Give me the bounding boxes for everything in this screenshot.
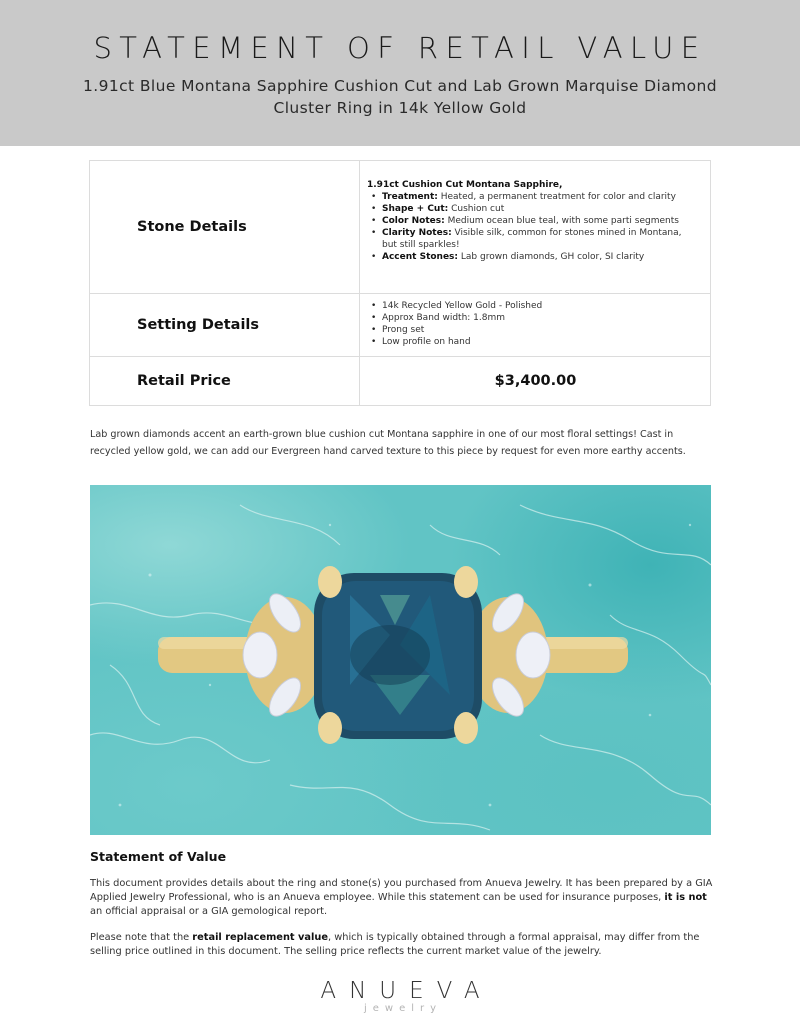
logo-wordmark: ANUEVA (320, 978, 493, 1004)
header-banner (0, 0, 800, 146)
list-item (367, 203, 710, 215)
setting-details-value-cell (361, 294, 710, 356)
item-value: Heated, a permanent treatment for color and clarity (437, 192, 676, 202)
text-span: , which is typically obtained through a formal appraisal, may differ from the selling price outlined in this document. The selling price reflects the current market value of the jewelry. (90, 932, 700, 957)
setting-details-list (367, 300, 710, 348)
retail-price-label: Retail Price (137, 373, 231, 389)
item-key: Shape + Cut: (382, 204, 449, 214)
brand-logo (0, 979, 800, 1015)
stone-details-value-cell (361, 161, 710, 293)
list-item: • 14k Recycled Yellow Gold - Polished (367, 300, 710, 312)
stone-heading: 1.91ct Cushion Cut Montana Sapphire, (367, 180, 563, 190)
list-item (367, 227, 710, 251)
emphasis-text: retail replacement value (192, 932, 328, 943)
emphasis-text: it is not (664, 892, 707, 903)
product-subtitle: 1.91ct Blue Montana Sapphire Cushion Cut and Lab Grown Marquise Diamond Cluster Ring in 14k Yellow Gold (83, 77, 717, 117)
text-span: This document provides details about the ring and stone(s) you purchased from Anueva Jewelry. It has been prepared by a GIA Applied Jewelry Professional, who is an Anueva employee. While this statement can be used for insurance purposes, (90, 878, 713, 903)
retail-price-row (90, 357, 710, 405)
statement-paragraph-2 (90, 931, 715, 959)
stone-details-row (90, 161, 710, 294)
ring-photo (90, 485, 711, 835)
setting-details-label-cell (90, 294, 360, 356)
list-item: • Approx Band width: 1.8mm (367, 312, 710, 324)
details-table (89, 160, 711, 406)
item-key: Color Notes: (382, 216, 445, 226)
list-item: • Low profile on hand (367, 336, 710, 348)
list-item (367, 251, 710, 263)
retail-price-value: $3,400.00 (494, 373, 577, 389)
text-span: an official appraisal or a GIA gemological report. (90, 906, 328, 917)
ring-illustration (90, 485, 711, 835)
item-key: Clarity Notes: (382, 228, 452, 238)
list-item (367, 191, 710, 203)
product-description: Lab grown diamonds accent an earth-grown blue cushion cut Montana sapphire in one of our most floral settings! Cast in recycled yellow gold, we can add our Evergreen hand carved texture to this piece by request for even more earthy accents. (90, 429, 686, 457)
setting-details-label: Setting Details (137, 317, 260, 333)
list-item (367, 215, 710, 227)
stone-details-label: Stone Details (137, 219, 247, 235)
logo-tagline: jewelry (363, 1003, 443, 1014)
stone-details-label-cell (90, 161, 360, 293)
item-value: Lab grown diamonds, GH color, SI clarity (458, 252, 645, 262)
item-key: Treatment: (382, 192, 438, 202)
statement-paragraph-1 (90, 877, 715, 919)
text-span: Please note that the (90, 932, 193, 943)
list-item: • Prong set (367, 324, 710, 336)
retail-price-value-cell (361, 357, 710, 405)
item-key: Accent Stones: (382, 252, 459, 262)
statement-heading: Statement of Value (90, 849, 227, 864)
item-value: Visible silk, common for stones mined in Montana, but still sparkles! (382, 228, 682, 250)
item-value: Cushion cut (448, 204, 505, 214)
setting-details-row (90, 294, 710, 357)
item-value: Medium ocean blue teal, with some parti segments (444, 216, 679, 226)
stone-details-list (367, 191, 710, 263)
retail-price-label-cell (90, 357, 360, 405)
document-title: STATEMENT OF RETAIL VALUE (93, 31, 707, 65)
